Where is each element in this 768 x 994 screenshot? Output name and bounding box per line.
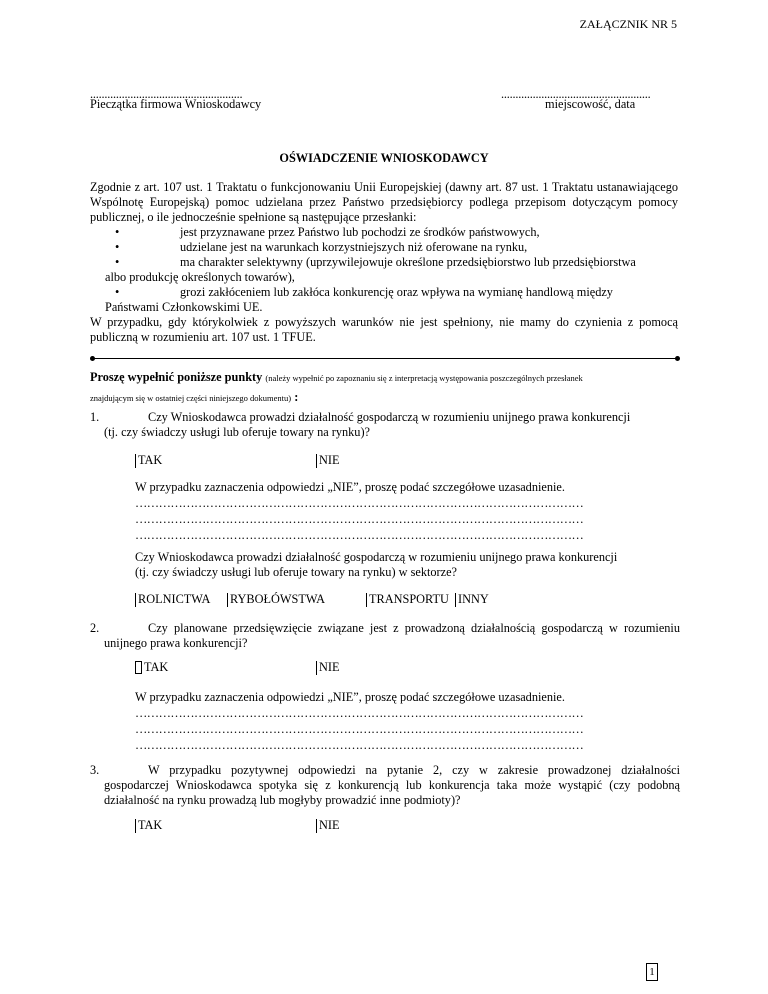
sector-label: RYBOŁÓWSTWA — [230, 592, 325, 606]
intro-lead: Zgodnie z art. 107 ust. 1 Traktatu o funkcjonowaniu Unii Europejskiej (dawny art. 87 ust. 1 Traktatu ustanawiającego Wspólnotę Europejską) pomoc udzielana przez Państwo przedsiębiorcy podlega przepisom dotyczącym pomocy publicznej, o ile jednocześnie spełnione są następujące przesłanki: — [90, 180, 678, 224]
bullet-icon: • — [115, 225, 120, 239]
sector-option-fishery[interactable] — [227, 592, 325, 607]
q2-no-label: NIE — [319, 660, 340, 674]
separator-dot-icon — [90, 356, 95, 361]
checkbox-icon[interactable] — [135, 661, 142, 674]
q1-no-option[interactable] — [316, 453, 340, 468]
document-title: OŚWIADCZENIE WNIOSKODAWCY — [279, 151, 489, 165]
bullet-continuation: Państwami Członkowskimi UE. — [105, 300, 263, 314]
q1-sector-question-cont: (tj. czy świadczy usługi lub oferuje towary na rynku) w sektorze? — [135, 565, 458, 579]
question-2-number: 2. — [90, 621, 100, 635]
instructions-colon: : — [294, 390, 299, 404]
q1-justify-label: W przypadku zaznaczenia odpowiedzi „NIE”, proszę podać szczegółowe uzasadnienie. — [135, 480, 565, 494]
place-date-dotted-line: .................................................... — [501, 87, 651, 101]
sector-option-other[interactable] — [455, 592, 489, 607]
annex-label: ZAŁĄCZNIK NR 5 — [579, 17, 677, 31]
checkbox-icon[interactable] — [135, 593, 136, 607]
q2-yes-option[interactable] — [135, 660, 168, 675]
q1-no-label: NIE — [319, 453, 340, 467]
bullet-icon: • — [115, 240, 120, 254]
q1-yes-option[interactable] — [135, 453, 162, 468]
sector-option-agriculture[interactable] — [135, 592, 210, 607]
checkbox-icon[interactable] — [455, 593, 456, 607]
question-3-text: W przypadku pozytywnej odpowiedzi na pytanie 2, czy w zakresie prowadzonej działalności — [148, 763, 680, 777]
bullet-text: grozi zakłóceniem lub zakłóca konkurencję oraz wpływa na wymianę handlową między — [180, 285, 613, 299]
bullet-icon: • — [115, 255, 120, 269]
page-number: 1 — [646, 963, 658, 981]
q2-no-option[interactable] — [316, 660, 340, 675]
stamp-dotted-line: ..................................................... — [90, 87, 243, 101]
bullet-item — [90, 240, 678, 255]
q3-yes-label: TAK — [138, 818, 163, 832]
q2-justify-line[interactable]: …………………………………………………………………………………………………… — [135, 706, 584, 720]
question-1-text: Czy Wnioskodawca prowadzi działalność gospodarczą w rozumieniu unijnego prawa konkurencji — [148, 410, 631, 424]
checkbox-icon[interactable] — [227, 593, 228, 607]
q3-no-label: NIE — [319, 818, 340, 832]
checkbox-icon[interactable] — [135, 819, 136, 833]
instructions-cont — [90, 390, 298, 406]
q3-no-option[interactable] — [316, 818, 340, 833]
instructions-note: (należy wypełnić po zapoznaniu się z interpretacją występowania poszczególnych przesłanek — [265, 373, 583, 383]
question-3-number: 3. — [90, 763, 100, 777]
instructions-bold: Proszę wypełnić poniższe punkty — [90, 370, 263, 384]
place-date-label: miejscowość, data — [545, 97, 636, 111]
q2-yes-label: TAK — [144, 660, 169, 674]
bullet-icon: • — [115, 285, 120, 299]
bullet-text: ma charakter selektywny (uprzywilejowuje określone przedsiębiorstwo lub przedsiębiorstwa — [180, 255, 636, 269]
q1-sector-question: Czy Wnioskodawca prowadzi działalność gospodarczą w rozumieniu unijnego prawa konkurencji — [135, 550, 618, 564]
question-1-text-cont: (tj. czy świadczy usługi lub oferuje towary na rynku)? — [104, 425, 371, 439]
question-3-text-cont2: działalność na rynku prowadzą lub mogłyby prowadzić inne podmioty)? — [104, 793, 461, 807]
checkbox-icon[interactable] — [316, 819, 317, 833]
sector-label: TRANSPORTU — [369, 592, 449, 606]
bullet-item — [90, 225, 678, 240]
bullet-item — [90, 285, 678, 300]
checkbox-icon[interactable] — [135, 454, 136, 468]
sector-label: INNY — [458, 592, 489, 606]
bullet-text: udzielane jest na warunkach korzystniejszych niż oferowane na rynku, — [180, 240, 528, 254]
separator-line — [94, 358, 676, 359]
bullet-text: jest przyznawane przez Państwo lub pochodzi ze środków państwowych, — [180, 225, 540, 239]
intro-closing: W przypadku, gdy którykolwiek z powyższych warunków nie jest spełniony, nie mamy do czynienia z pomocą publiczną w rozumieniu art. 107 ust. 1 TFUE. — [90, 315, 678, 344]
checkbox-icon[interactable] — [316, 454, 317, 468]
checkbox-icon[interactable] — [366, 593, 367, 607]
q3-yes-option[interactable] — [135, 818, 162, 833]
sector-option-transport[interactable] — [366, 592, 449, 607]
q2-justify-line[interactable]: …………………………………………………………………………………………………… — [135, 722, 584, 736]
bullet-item — [90, 255, 678, 270]
instructions — [90, 370, 690, 386]
q2-justify-label: W przypadku zaznaczenia odpowiedzi „NIE”, proszę podać szczegółowe uzasadnienie. — [135, 690, 565, 704]
company-stamp-label: Pieczątka firmowa Wnioskodawcy — [90, 97, 262, 111]
q1-justify-line[interactable]: …………………………………………………………………………………………………… — [135, 512, 584, 526]
sector-label: ROLNICTWA — [138, 592, 211, 606]
question-3-text-cont: gospodarczej Wnioskodawca spotyka się z konkurencją lub konkurencja taka może wystąpić (czy podobną — [104, 778, 680, 792]
checkbox-icon[interactable] — [316, 661, 317, 675]
question-2-text: Czy planowane przedsięwzięcie związane jest z prowadzoną działalnością gospodarczą w rozumieniu — [148, 621, 680, 635]
instructions-note-cont: znajdującym się w ostatniej części niniejszego dokumentu) — [90, 393, 292, 403]
question-1-number: 1. — [90, 410, 100, 424]
q2-justify-line[interactable]: …………………………………………………………………………………………………… — [135, 738, 584, 752]
section-separator — [90, 354, 680, 364]
intro-section — [90, 180, 678, 345]
q1-justify-line[interactable]: …………………………………………………………………………………………………… — [135, 496, 584, 510]
q1-justify-line[interactable]: …………………………………………………………………………………………………… — [135, 528, 584, 542]
q1-yes-label: TAK — [138, 453, 163, 467]
question-2-text-cont: unijnego prawa konkurencji? — [104, 636, 248, 650]
separator-dot-icon — [675, 356, 680, 361]
bullet-continuation: albo produkcję określonych towarów), — [105, 270, 295, 284]
